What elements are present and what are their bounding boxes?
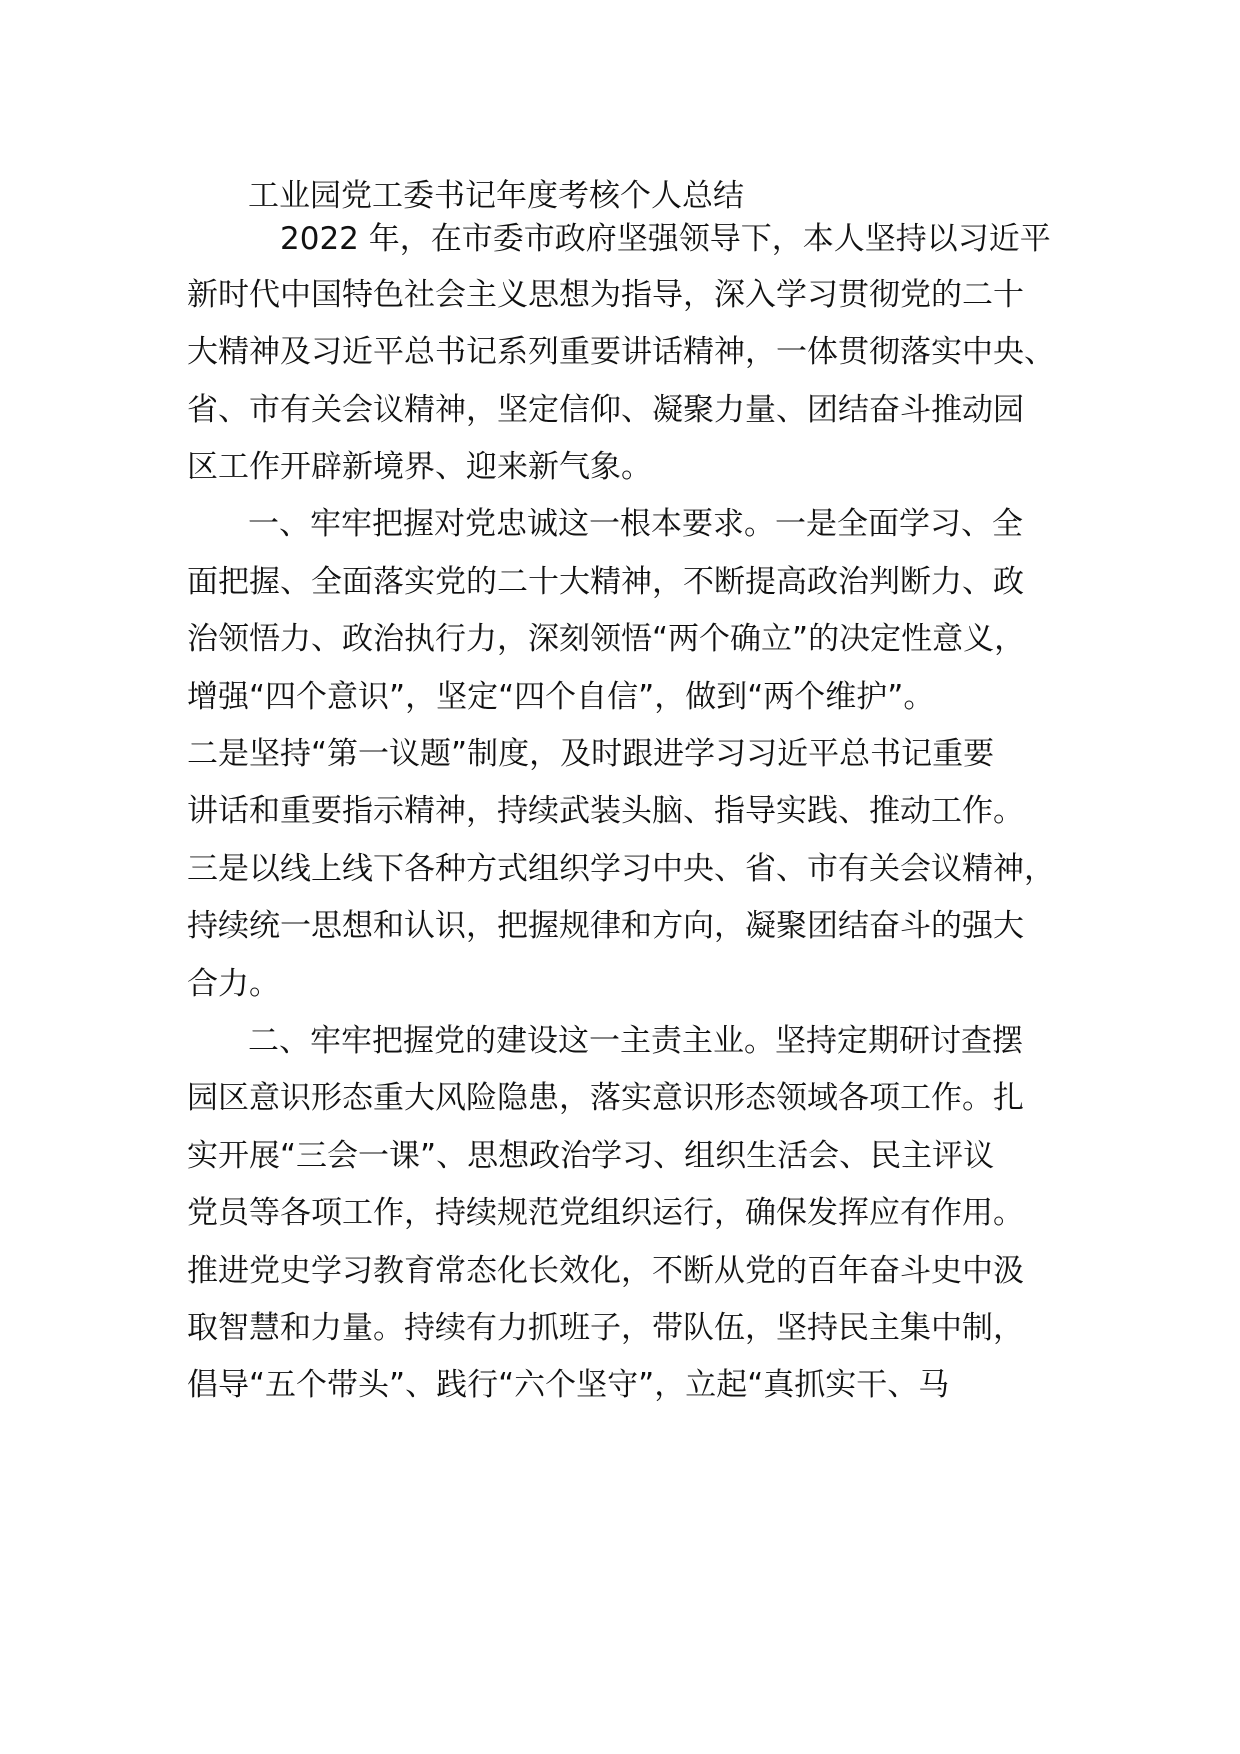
paragraph-line: 三是以线上线下各种方式组织学习中央、省、市有关会议精神，: [187, 851, 1055, 887]
paragraph-line: 新时代中国特色社会主义思想为指导，深入学习贯彻党的二十: [187, 277, 1024, 313]
paragraph-line: 二是坚持“第一议题”制度，及时跟进学习习近平总书记重要: [187, 736, 995, 772]
paragraph-line: 一、牢牢把握对党忠诚这一根本要求。一是全面学习、全: [248, 506, 1023, 542]
paragraph-line: 取智慧和力量。持续有力抓班子，带队伍，坚持民主集中制，: [187, 1310, 1024, 1346]
document-title: 工业园党工委书记年度考核个人总结: [248, 178, 744, 214]
paragraph-line: 大精神及习近平总书记系列重要讲话精神，一体贯彻落实中央、: [187, 334, 1055, 370]
paragraph-line: 合力。: [187, 966, 280, 1002]
paragraph-line: 园区意识形态重大风险隐患，落实意识形态领域各项工作。扎: [187, 1080, 1024, 1116]
paragraph-line: 省、市有关会议精神，坚定信仰、凝聚力量、团结奋斗推动园: [187, 392, 1024, 428]
paragraph-line: 区工作开辟新境界、迎来新气象。: [187, 449, 652, 485]
paragraph-line: 倡导“五个带头”、践行“六个坚守”，立起“真抓实干、马: [187, 1367, 950, 1403]
paragraph-line: 面把握、全面落实党的二十大精神，不断提高政治判断力、政: [187, 564, 1024, 600]
paragraph-line: 增强“四个意识”，坚定“四个自信”，做到“两个维护”。: [187, 679, 935, 715]
paragraph-line: 实开展“三会一课”、思想政治学习、组织生活会、民主评议: [187, 1138, 995, 1174]
paragraph-line: 二、牢牢把握党的建设这一主责主业。坚持定期研讨查摆: [248, 1023, 1023, 1059]
paragraph-line: 推进党史学习教育常态化长效化，不断从党的百年奋斗史中汲: [187, 1253, 1024, 1289]
paragraph-line: 2022 年，在市委市政府坚强领导下，本人坚持以习近平: [280, 221, 1051, 257]
paragraph-line: 党员等各项工作，持续规范党组织运行，确保发挥应有作用。: [187, 1195, 1024, 1231]
paragraph-line: 治领悟力、政治执行力，深刻领悟“两个确立”的决定性意义，: [187, 621, 1026, 657]
paragraph-line: 持续统一思想和认识，把握规律和方向，凝聚团结奋斗的强大: [187, 908, 1024, 944]
paragraph-line: 讲话和重要指示精神，持续武装头脑、指导实践、推动工作。: [187, 793, 1024, 829]
